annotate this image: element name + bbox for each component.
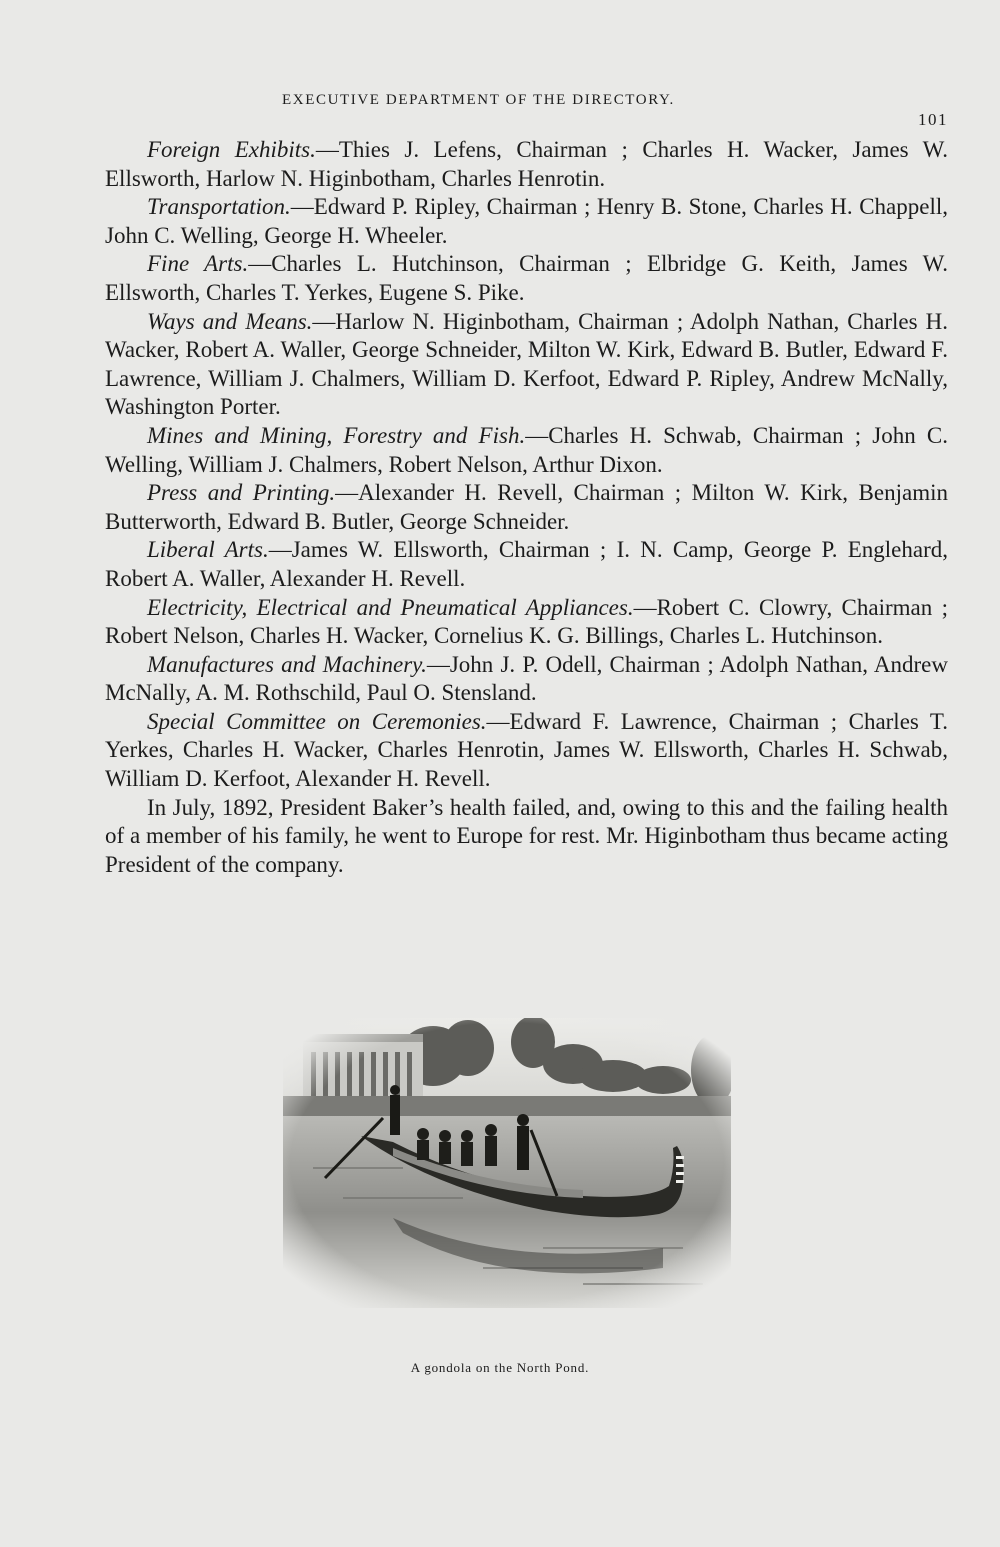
paragraph-text: —Robert C. Clowry, Chairman ; Robert Nelson, Charles H. Wacker, Cornelius K. G. Billings, Charles L. Hutchinson. [105,594,948,649]
page-number: 101 [918,110,948,129]
paragraph-heading: Mines and Mining, Forestry and Fish. [147,422,526,448]
paragraph-heading: Transportation. [147,194,291,220]
paragraph-text: —John J. P. Odell, Chairman ; Adolph Nathan, Andrew McNally, A. M. Rothschild, Paul O. Stensland. [105,651,949,706]
gondola-illustration [283,1018,731,1308]
paragraph-heading: Fine Arts. [147,251,249,277]
running-head: EXECUTIVE DEPARTMENT OF THE DIRECTORY. [282,92,675,108]
paragraph-heading: Foreign Exhibits. [147,137,316,162]
paragraph-heading: Liberal Arts. [147,537,269,563]
paragraph-fine-arts [105,250,948,307]
paragraph-mines-and-mining [105,422,948,479]
paragraph-text: —James W. Ellsworth, Chairman ; I. N. Camp, George P. Englehard, Robert A. Waller, Alexander H. Revell. [105,537,949,591]
paragraph-heading: Manufactures and Machinery. [147,651,427,677]
paragraph-heading: Ways and Means. [147,308,313,334]
paragraph-text: —Edward P. Ripley, Chairman ; Henry B. Stone, Charles H. Chappell, John C. Welling, George H. Wheeler. [105,194,948,248]
paragraph-liberal-arts [105,536,948,593]
gondola-photograph [283,1018,731,1308]
paragraph-heading: Special Committee on Ceremonies. [147,708,487,734]
paragraph-text: —Alexander H. Revell, Chairman ; Milton W. Kirk, Benjamin Butterworth, Edward B. Butler, George Schneider. [105,480,948,534]
paragraph-transportation [105,193,948,250]
paragraph-text: —Charles H. Schwab, Chairman ; John C. Welling, William J. Chalmers, Robert Nelson, Arthur Dixon. [105,422,948,477]
paragraph-ways-and-means [105,308,948,422]
photo-vignette [283,1018,731,1308]
paragraph-text: —Edward F. Lawrence, Chairman ; Charles T. Yerkes, Charles H. Wacker, Charles Henrotin, James W. Ellsworth, Charles H. Schwab, William D. Kerfoot, Alexander H. Revell. [105,708,949,792]
paragraph-text: In July, 1892, President Baker’s health failed, and, owing to this and the failing health of a member of his family, he went to Europe for rest. Mr. Higinbotham thus became acting President of the company. [105,794,948,877]
paragraph-baker-health [105,794,948,880]
paragraph-press-and-printing [105,479,948,536]
paragraph-heading: Press and Printing. [147,480,336,506]
paragraph-text: —Charles L. Hutchinson, Chairman ; Elbridge G. Keith, James W. Ellsworth, Charles T. Yerkes, Eugene S. Pike. [105,251,948,305]
paragraph-foreign-exhibits [105,136,948,193]
paragraph-text: —Thies J. Lefens, Chairman ; Charles H. Wacker, James W. Ellsworth, Harlow N. Higinbotham, Charles Henrotin. [105,137,948,191]
paragraph-manufactures [105,651,948,708]
figure-caption: A gondola on the North Pond. [410,1360,590,1375]
body-text [105,136,948,879]
paragraph-text: —Harlow N. Higinbotham, Chairman ; Adolph Nathan, Charles H. Wacker, Robert A. Waller, George Schneider, Milton W. Kirk, Edward B. Butler, Edward F. Lawrence, William J. Chalmers, William D. Kerfoot, Edward P. Ripley, Andrew McNally, Washington Porter. [105,308,948,420]
paragraph-electricity [105,594,948,651]
paragraph-heading: Electricity, Electrical and Pneumatical Appliances. [147,594,634,620]
paragraph-ceremonies [105,708,948,794]
